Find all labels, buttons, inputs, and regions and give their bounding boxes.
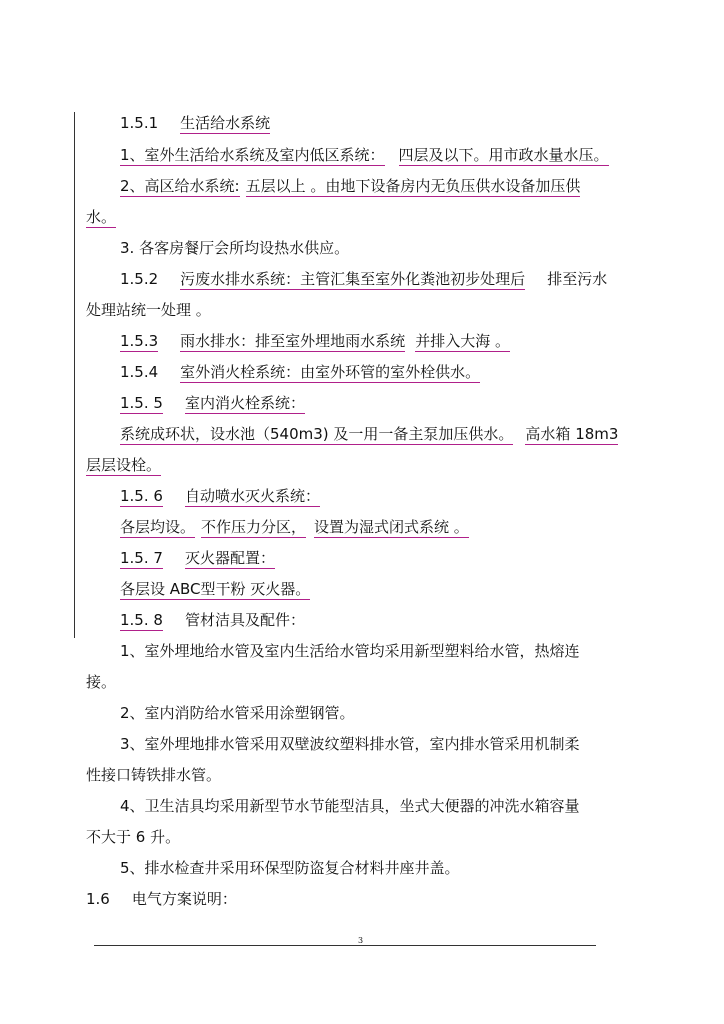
item-4: 4、卫生洁具均采用新型节水节能型洁具，坐式大便器的冲洗水箱容量 xyxy=(120,797,580,815)
page-number: 3 xyxy=(358,936,364,945)
text-run: 各层设 ABC型干粉 灭火器。 xyxy=(120,580,311,598)
item-3: 3、室外埋地排水管采用双壁波纹塑料排水管，室内排水管采用机制柔 xyxy=(120,735,580,753)
text-run: 设置为湿式闭式系统 。 xyxy=(314,518,469,536)
text-run: 室内消火栓系统： xyxy=(184,394,305,412)
section-1-5-6 xyxy=(120,486,320,506)
item-1: 1、室外埋地给水管及室内生活给水管均采用新型塑料给水管，热熔连 xyxy=(120,642,580,660)
section-1-5-1 xyxy=(120,113,270,133)
footer-rule xyxy=(94,945,596,946)
section-number: 1.5.1 xyxy=(120,114,159,132)
section-title: 电气方案说明： xyxy=(131,890,237,908)
text-run: 水。 xyxy=(86,208,117,226)
paragraph-1-5-5 xyxy=(120,424,618,444)
section-number: 1.5. 5 xyxy=(120,394,163,412)
paragraph-1-5-5-cont xyxy=(86,455,161,475)
text-run: 高水箱 18m3 xyxy=(525,425,619,443)
section-number: 1.5.3 xyxy=(120,332,159,350)
text-run: 灭火器配置： xyxy=(184,549,275,567)
paragraph-2 xyxy=(120,176,580,196)
section-number: 1.5. 7 xyxy=(120,549,163,567)
section-number: 1.5. 8 xyxy=(120,611,163,629)
text-run: 2、高区给水系统: xyxy=(120,177,240,195)
paragraph-1-5-6 xyxy=(120,517,469,537)
text-run: 系统成环状，设水池（540m3) 及一用一备主泵加压供水。 xyxy=(120,425,514,443)
section-1-5-8 xyxy=(120,610,305,630)
section-1-5-7 xyxy=(120,548,275,568)
section-number: 1.5.2 xyxy=(120,270,159,288)
section-1-6 xyxy=(86,889,237,909)
text-run: 雨水排水：排至室外埋地雨水系统 xyxy=(180,332,406,350)
section-1-5-2 xyxy=(120,269,607,289)
section-1-5-5 xyxy=(120,393,305,413)
text-run: 层层设栓。 xyxy=(86,456,162,474)
text-run: 各层均设。 xyxy=(120,518,196,536)
text-run: 并排入大海 。 xyxy=(415,332,510,350)
text-run: 不作压力分区， xyxy=(201,518,307,536)
item-3-cont: 性接口铸铁排水管。 xyxy=(86,766,222,784)
section-1-5-2-cont: 处理站统一处理 。 xyxy=(86,301,211,319)
revision-margin-bar xyxy=(74,112,75,638)
paragraph-2-cont xyxy=(86,207,116,227)
section-1-5-3 xyxy=(120,331,510,351)
text-run: 污废水排水系统：主管汇集至室外化粪池初步处理后 xyxy=(180,270,526,288)
text-run: 1、室外生活给水系统及室内低区系统： xyxy=(120,146,385,164)
text-run: 管材洁具及配件： xyxy=(184,611,305,629)
item-1-cont: 接。 xyxy=(86,673,117,691)
text-run: 四层及以下。用市政水量水压。 xyxy=(398,146,609,164)
item-2: 2、室内消防给水管采用涂塑钢管。 xyxy=(120,704,355,722)
text-run: 室外消火栓系统：由室外环管的室外栓供水。 xyxy=(180,363,481,381)
section-number: 1.5. 6 xyxy=(120,487,163,505)
text-run: 五层以上 。由地下设备房内无负压供水设备加压供 xyxy=(245,177,581,195)
text-run: 自动喷水灭火系统： xyxy=(184,487,320,505)
section-number: 1.5.4 xyxy=(120,363,159,381)
section-number: 1.6 xyxy=(86,890,110,908)
section-title: 生活给水系统 xyxy=(180,114,271,132)
paragraph-1-5-7 xyxy=(120,579,310,599)
paragraph-3: 3. 各客房餐厅会所均设热水供应。 xyxy=(120,239,350,257)
section-1-5-4 xyxy=(120,362,480,382)
paragraph-1 xyxy=(120,145,609,165)
item-4-cont: 不大于 6 升。 xyxy=(86,828,181,846)
item-5: 5、排水检查井采用环保型防盗复合材料井座井盖。 xyxy=(120,859,460,877)
text-run: 排至污水 xyxy=(547,270,608,288)
